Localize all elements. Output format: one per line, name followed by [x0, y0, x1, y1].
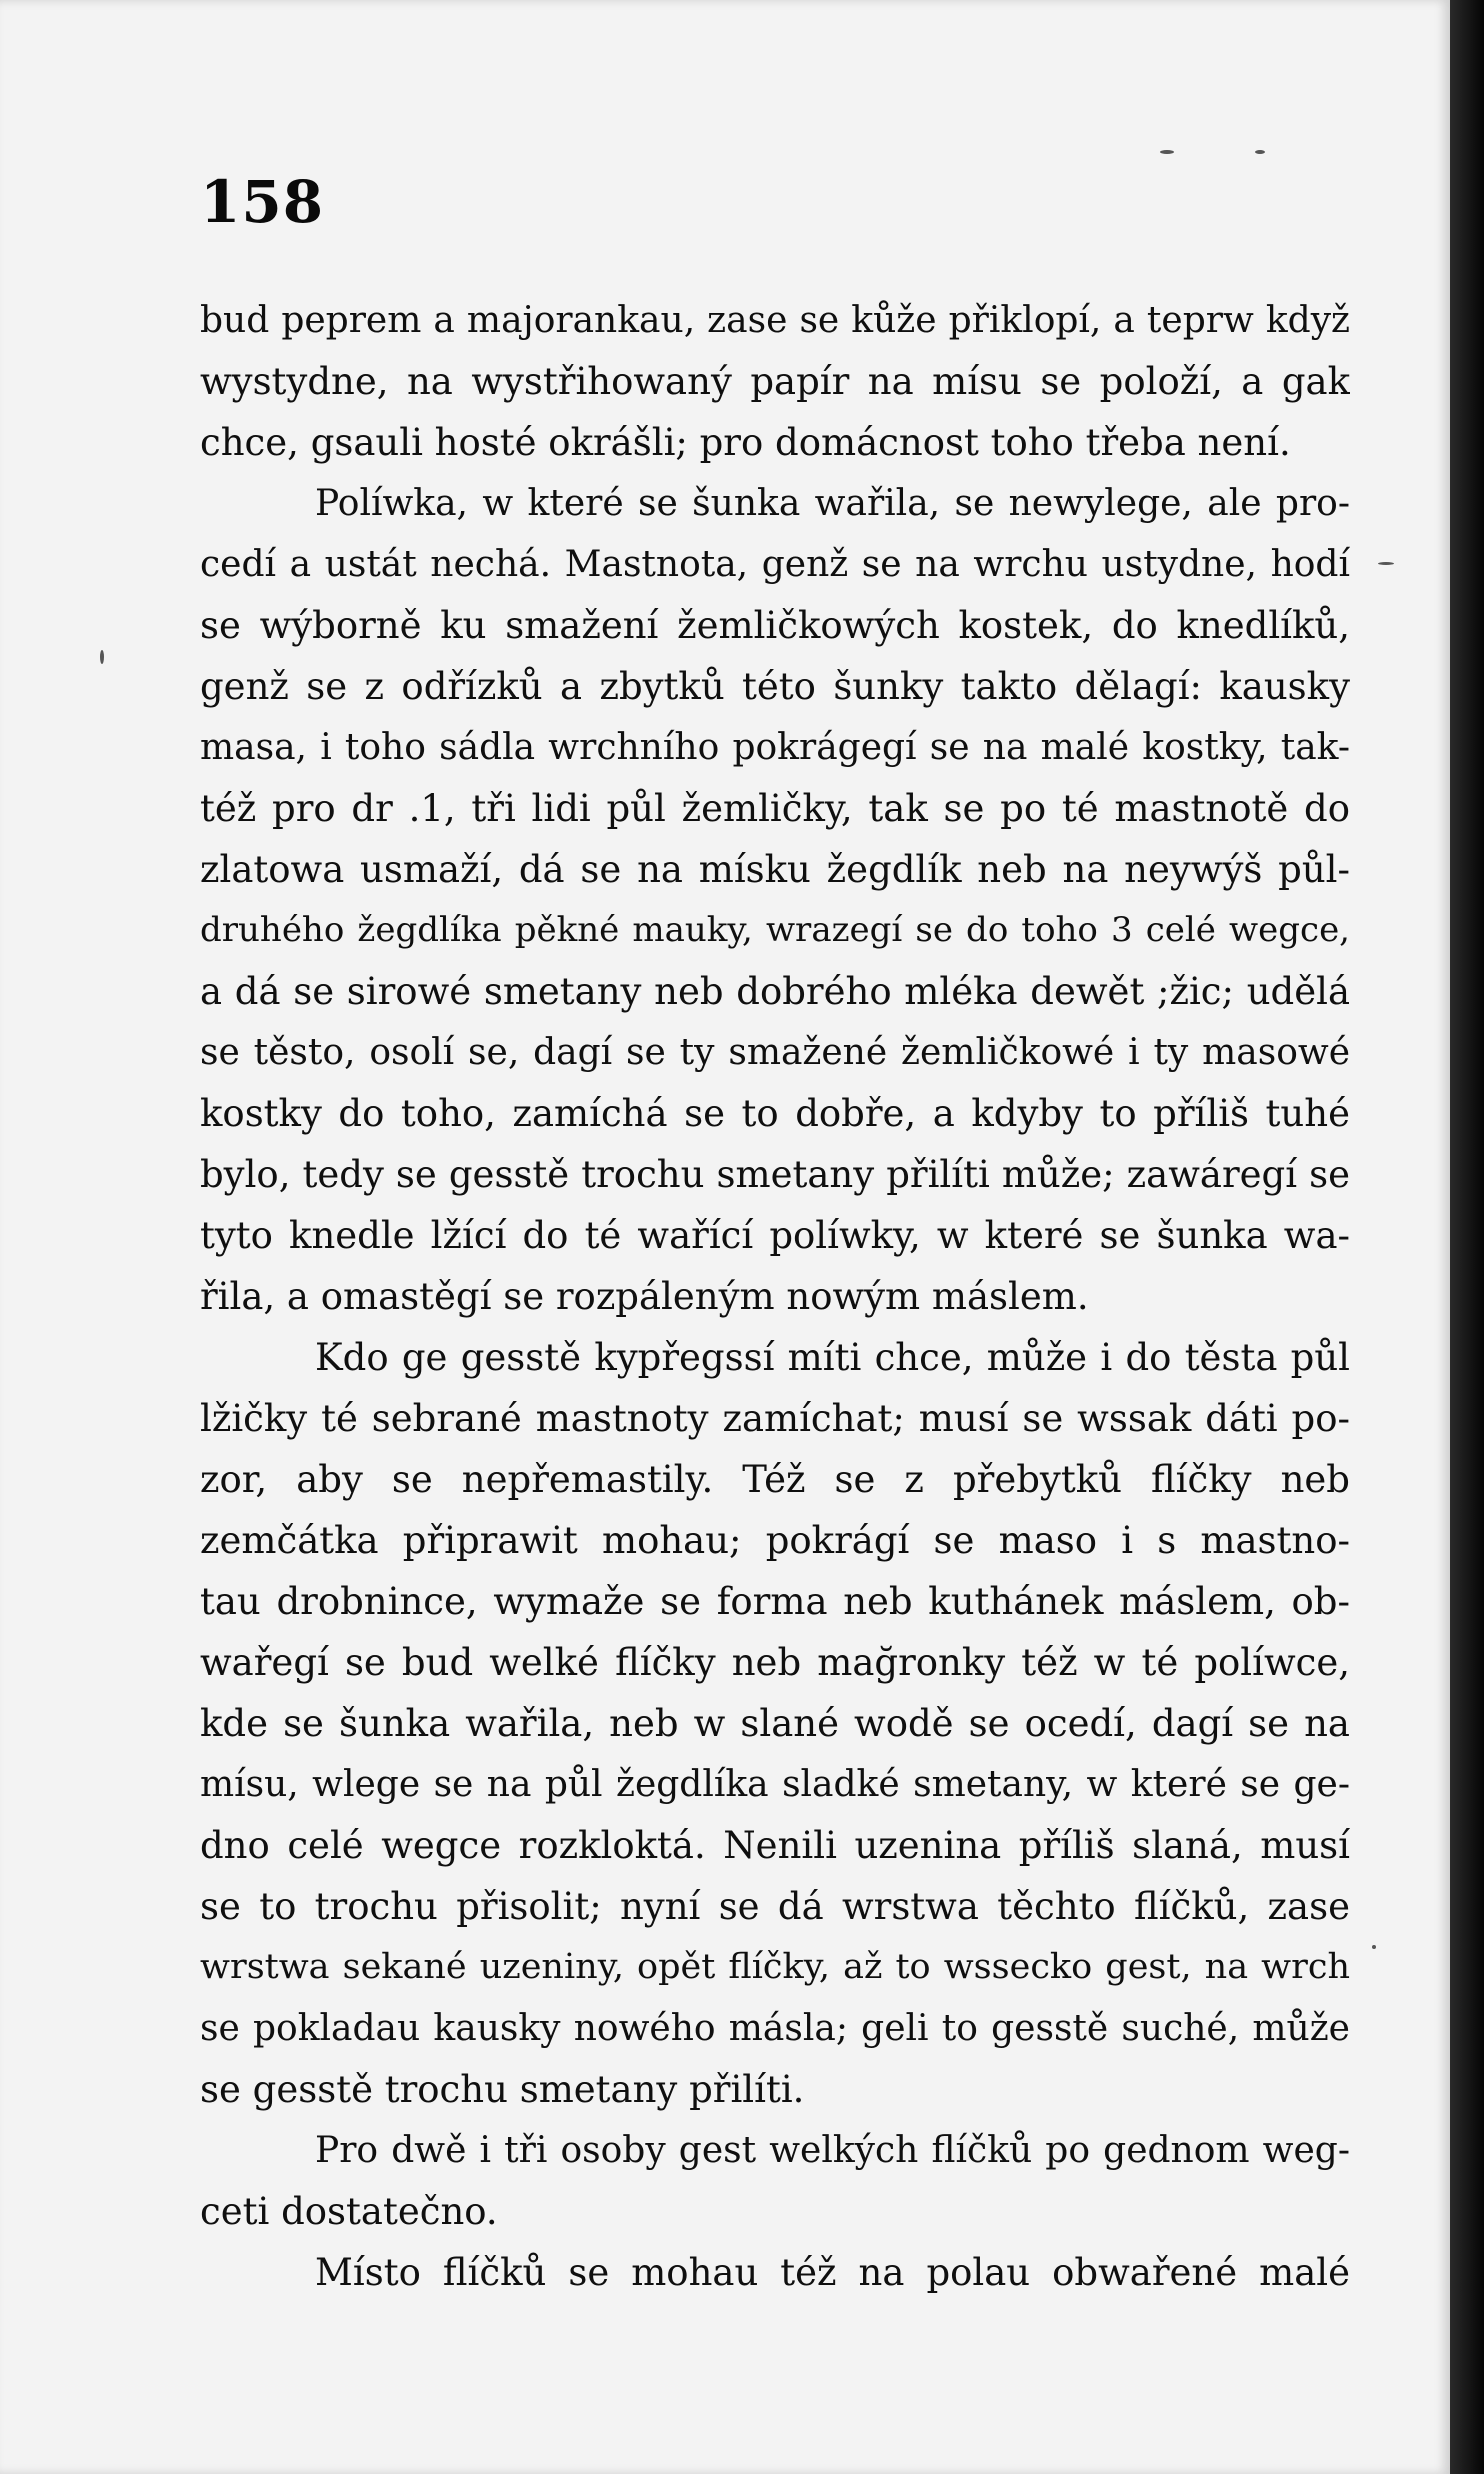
page-speck	[1255, 150, 1265, 154]
text-line: genž se z odřízků a zbytků této šunky takto dělagí: kausky	[200, 665, 1350, 708]
text-line: dno celé wegce rozkloktá. Nenili uzenina příliš slaná, musí	[200, 1824, 1350, 1867]
text-line: druhého žegdlíka pěkné mauky, wrazegí se do toho 3 celé wegce,	[200, 910, 1350, 950]
text-line: se wýborně ku smažení žemličkowých kostek, do knedlíků,	[200, 604, 1350, 647]
text-line: cedí a ustát nechá. Mastnota, genž se na wrchu ustydne, hodí	[200, 544, 1350, 585]
text-line: se gesstě trochu smetany přilíti.	[200, 2068, 805, 2111]
text-line: se to trochu přisolit; nyní se dá wrstwa těchto flíčků, zase	[200, 1885, 1350, 1928]
page-speck	[1378, 562, 1394, 565]
text-line: tau drobnince, wymaže se forma neb kuthánek máslem, ob-	[200, 1580, 1350, 1623]
text-line: Kdo ge gesstě kypřegssí míti chce, může i do těsta půl	[315, 1336, 1350, 1379]
text-line: lžičky té sebrané mastnoty zamíchat; musí se wssak dáti po-	[200, 1397, 1350, 1440]
text-line: Místo flíčků se mohau též na polau obwařené malé	[315, 2251, 1350, 2294]
text-line: a dá se sirowé smetany neb dobrého mléka dewět ;žic; udělá	[200, 970, 1350, 1013]
text-line: se těsto, osolí se, dagí se ty smažené žemličkowé i ty masowé	[200, 1032, 1350, 1073]
text-line: wařegí se bud welké flíčky neb mağronky též w té políwce,	[200, 1641, 1350, 1684]
text-line: zor, aby se nepřemastily. Též se z přebytků flíčky neb	[200, 1458, 1350, 1501]
page-speck	[100, 650, 104, 664]
text-line: bylo, tedy se gesstě trochu smetany přilíti může; zawáregí se	[200, 1153, 1350, 1196]
page-number: 158	[200, 168, 325, 236]
text-line: též pro dr .1, tři lidi půl žemličky, tak se po té mastnotě do	[200, 787, 1350, 830]
text-line: bud peprem a majorankau, zase se kůže přiklopí, a teprw když	[200, 300, 1350, 341]
text-line: wystydne, na wystřihowaný papír na mísu se položí, a gak	[200, 360, 1350, 403]
text-line: chce, gsauli hosté okrášli; pro domácnost toho třeba není.	[200, 421, 1291, 464]
text-line: Pro dwě i tři osoby gest welkých flíčků po gednom weg-	[315, 2130, 1350, 2171]
text-line: se pokladau kausky nowého másla; geli to gesstě suché, může	[200, 2008, 1350, 2049]
text-line: Políwka, w které se šunka wařila, se newylege, ale pro-	[315, 483, 1350, 524]
text-line: tyto knedle lžící do té wařící políwky, w které se šunka wa-	[200, 1214, 1350, 1257]
scan-edge	[1450, 0, 1484, 2474]
page-speck	[1160, 150, 1174, 154]
text-line: mísu, wlege se na půl žegdlíka sladké smetany, w které se ge-	[200, 1764, 1350, 1805]
body-text	[200, 290, 1350, 2303]
text-line: ceti dostatečno.	[200, 2190, 498, 2233]
text-line: zemčátka připrawit mohau; pokrágí se maso i s mastno-	[200, 1519, 1350, 1562]
text-line: kostky do toho, zamíchá se to dobře, a kdyby to příliš tuhé	[200, 1092, 1350, 1135]
text-line: kde se šunka wařila, neb w slané wodě se ocedí, dagí se na	[200, 1702, 1350, 1745]
text-line: řila, a omastěgí se rozpáleným nowým máslem.	[200, 1275, 1089, 1318]
page-speck	[1372, 1945, 1376, 1949]
text-line: wrstwa sekané uzeniny, opět flíčky, až to wssecko gest, na wrch	[200, 1947, 1350, 1987]
text-line: zlatowa usmaží, dá se na mísku žegdlík neb na neywýš půl-	[200, 848, 1350, 891]
text-line: masa, i toho sádla wrchního pokrágegí se na malé kostky, tak-	[200, 727, 1350, 768]
